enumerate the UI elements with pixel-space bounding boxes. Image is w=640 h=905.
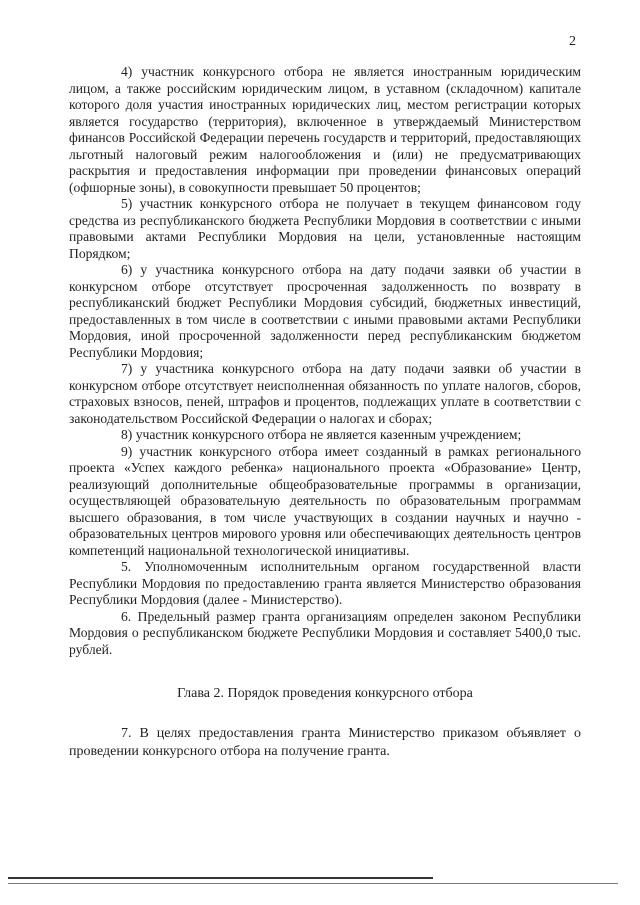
chapter-heading: Глава 2. Порядок проведения конкурсного отбора <box>177 686 473 701</box>
page-number: 2 <box>569 34 576 49</box>
paragraph-clause-5: 5. Уполномоченным исполнительным органом государственной власти Республики Мордовия по предоставлению гранта является Министерство образования Республики Мордовия (далее - Министерство). <box>69 559 581 607</box>
paragraph-item-8: 8) участник конкурсного отбора не является казенным учреждением; <box>121 427 522 442</box>
document-body <box>69 64 581 761</box>
paragraph-item-5: 5) участник конкурсного отбора не получает в текущем финансовом году средства из республиканского бюджета Республики Мордовия в соответствии с иными правовыми актами Республики Мордовия на цели, установленные настоящим Порядком; <box>69 196 581 261</box>
paragraph-clause-6: 6. Предельный размер гранта организациям определен законом Республики Мордовия о республиканском бюджете Республики Мордовия и составляет 5400,0 тыс. рублей. <box>69 608 581 657</box>
paragraph-clause-7: 7. В целях предоставления гранта Министерство приказом объявляет о проведении конкурсного отбора на получение гранта. <box>69 725 581 759</box>
paragraph-item-9: 9) участник конкурсного отбора имеет созданный в рамках регионального проекта «Успех каждого ребенка» национального проекта «Образование» Центр, реализующий дополнительные общеобразовательные программы в организации, осуществляющей образовательную деятельность по образовательным программам высшего образования, в том числе участвующих в создании научных и научно - образовательных центров мирового уровня или обеспечивающих деятельность центров компетенций национальной технологической инициативы. <box>69 443 581 558</box>
bottom-scan-line <box>8 877 433 879</box>
paragraph-item-4: 4) участник конкурсного отбора не является иностранным юридическим лицом, а также российским юридическим лицом, в уставном (складочном) капитале которого доля участия иностранных юридических лиц, местом регистрации которых является государство (территория), включенное в утверждаемый Министерством финансов Российской Федерации перечень государств и территорий, предоставляющих льготный налоговый режим налогообложения и (или) не предусматривающих раскрытия и предоставления информации при проведении финансовых операций (офшорные зоны), в совокупности превышает 50 процентов; <box>69 64 581 195</box>
bottom-scan-line-thin <box>8 883 618 884</box>
paragraph-item-7: 7) у участника конкурсного отбора на дату подачи заявки об участии в конкурсном отборе отсутствует неисполненная обязанность по уплате налогов, сборов, страховых взносов, пеней, штрафов и процентов, подлежащих уплате в соответствии с законодательством Российской Федерации о налогах и сборах; <box>69 361 581 426</box>
paragraph-item-6: 6) у участника конкурсного отбора на дату подачи заявки об участии в конкурсном отборе отсутствует просроченная задолженность по возврату в республиканский бюджет Республики Мордовия субсидий, бюджетных инвестиций, предоставленных в том числе в соответствии с иными правовыми актами Республики Мордовия, иной просроченной задолженности перед республиканским бюджетом Республики Мордовия; <box>69 262 581 360</box>
